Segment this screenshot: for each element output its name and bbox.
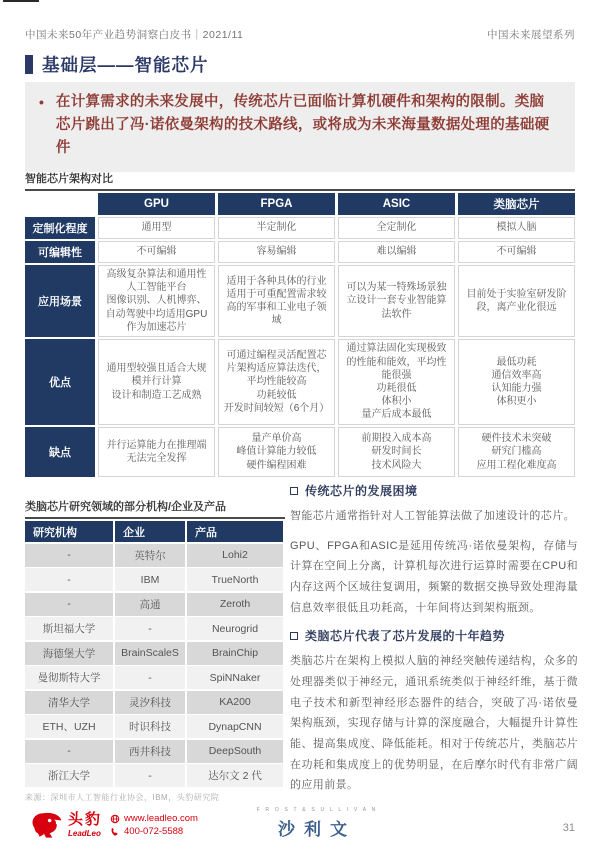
table2-cell: - bbox=[25, 740, 113, 763]
table1-cell-line: 量产后成本最低 bbox=[361, 409, 432, 421]
table1-cell-line: 量产单价高 bbox=[251, 433, 302, 445]
table2-cell: - bbox=[25, 593, 113, 616]
table1-cell bbox=[98, 339, 215, 425]
table1-cell-line: 目前处于实验室研发阶段，离产业化很远 bbox=[466, 288, 567, 313]
table2-cell: - bbox=[115, 617, 185, 640]
analysis-section bbox=[290, 482, 578, 618]
table2-cell: 时识科技 bbox=[115, 715, 185, 738]
table1-cell-line: 模拟人脑 bbox=[496, 222, 537, 234]
table2-cell: IBM bbox=[115, 568, 185, 591]
table1-cell bbox=[458, 241, 575, 263]
table1-cell bbox=[338, 265, 455, 337]
table1-row-label: 优点 bbox=[25, 339, 95, 425]
leadleo-phone-row bbox=[110, 826, 198, 837]
title-square-marker bbox=[25, 55, 33, 74]
bullet-dot: • bbox=[39, 94, 44, 110]
table1-cell-line: 通过算法固化实现极致的性能和能效，平均性能很强 bbox=[346, 343, 447, 381]
frost-sullivan-logo bbox=[252, 807, 382, 840]
table1-cell bbox=[98, 265, 215, 337]
table2-cell: 海德堡大学 bbox=[25, 642, 113, 665]
analysis-heading-text: 类脑芯片代表了芯片发展的十年趋势 bbox=[305, 629, 506, 644]
table2-cell: Lohi2 bbox=[187, 544, 283, 567]
analysis-paragraph: 智能芯片通常指针对人工智能算法做了加速设计的芯片。 bbox=[290, 510, 575, 522]
table1-cell-line: 并行运算能力在推理端无法完全发挥 bbox=[106, 439, 207, 464]
table1-cell bbox=[98, 427, 215, 477]
table1-cell-line: 适用于可重配置需求较高的军事和工业电子领域 bbox=[226, 288, 327, 327]
table1-cell bbox=[458, 217, 575, 239]
table2-cell: TrueNorth bbox=[187, 568, 283, 591]
analysis-heading-text: 传统芯片的发展困境 bbox=[305, 484, 418, 498]
table1-cell-line: 半定制化 bbox=[256, 222, 297, 234]
table1-cell bbox=[218, 241, 335, 263]
key-insight-box bbox=[25, 82, 575, 172]
analysis-heading bbox=[290, 627, 578, 644]
analysis-section bbox=[290, 627, 578, 796]
table1-cell bbox=[338, 217, 455, 239]
table2-cell: Neurogrid bbox=[187, 617, 283, 640]
table2-cell: 高通 bbox=[115, 593, 185, 616]
table1-cell-line: 功耗较低 bbox=[256, 389, 297, 401]
table1-cell-line: 通用型较强且适合大规模并行计算 bbox=[106, 363, 207, 388]
section-title bbox=[25, 52, 209, 77]
leadleo-logo-block bbox=[28, 810, 198, 840]
table2-cell: Zeroth bbox=[187, 593, 283, 616]
table1-cell-line: 可以为某一特殊场景独立设计一套专业智能算法软件 bbox=[346, 282, 447, 320]
table1-cell bbox=[218, 265, 335, 337]
table1-cell-line: 适用于各种具体的行业 bbox=[226, 275, 327, 287]
table1-cell-line: 峰值计算能力较低 bbox=[236, 446, 317, 458]
table2-cell: BrainChip bbox=[187, 642, 283, 665]
table1-cell-line: 通用型 bbox=[141, 222, 172, 234]
analysis-paragraph: 类脑芯片在架构上模拟人脑的神经突触传递结构，众多的处理器类似于神经元，通讯系统类似于神经纤维，基于微电子技术和新型神经形态器件的结合，突破了冯·诺依曼架构瓶颈，实现存储与计算的深度融合，大幅提升计算性能、提高集成度、降低能耗。相对于传统芯片，类脑芯片在功耗和集成度上的优势明显，在后摩尔时代有非常广阔的应用前景。 bbox=[290, 655, 578, 792]
table1-cell bbox=[98, 217, 215, 239]
table1-cell-line: 体积小 bbox=[381, 396, 412, 408]
table1-cell bbox=[338, 339, 455, 425]
table1-row-label: 应用场景 bbox=[25, 265, 95, 337]
table1-row-label: 可编辑性 bbox=[25, 241, 95, 263]
table1-cell-line: 难以编辑 bbox=[376, 246, 417, 258]
table2-cell: ETH、UZH bbox=[25, 715, 113, 738]
analysis-heading bbox=[290, 482, 578, 499]
table1-cell bbox=[338, 427, 455, 477]
page-header bbox=[25, 27, 575, 42]
header-right-series: 中国未来展望系列 bbox=[487, 29, 575, 41]
table2-cell: - bbox=[115, 764, 185, 787]
table1-cell-line: 研究门槛高 bbox=[491, 446, 542, 458]
table1-cell bbox=[218, 217, 335, 239]
leadleo-website[interactable]: www.leadleo.com bbox=[124, 813, 198, 824]
table1-cell-line: 体积更小 bbox=[496, 396, 537, 408]
table2-cell: 英特尔 bbox=[115, 544, 185, 567]
header-left-title: 中国未来50年产业趋势洞察白皮书｜2021/11 bbox=[25, 29, 244, 41]
table2-cell: 斯坦福大学 bbox=[25, 617, 113, 640]
phone-icon bbox=[110, 827, 120, 837]
table1-cell-line: 技术风险大 bbox=[371, 459, 422, 471]
table1-cell-line: 硬件编程困难 bbox=[246, 459, 307, 471]
globe-icon bbox=[110, 814, 120, 824]
table1-cell-line: 前期投入成本高 bbox=[361, 433, 432, 445]
table1-cell-line: 认知能力强 bbox=[491, 382, 542, 394]
table1-cell bbox=[218, 339, 335, 425]
table1-cell-line: 功耗很低 bbox=[376, 382, 417, 394]
section-title-text: 基础层——智能芯片 bbox=[42, 55, 209, 75]
table2-cell: 浙江大学 bbox=[25, 764, 113, 787]
research-orgs-table-section bbox=[25, 498, 285, 787]
table1-cell-line: 不可编辑 bbox=[496, 246, 537, 258]
table1-cell-line: 图像识别、人机博弈、自动驾驶中均适用GPU作为加速芯片 bbox=[105, 295, 208, 333]
table2-title: 类脑芯片研究领域的部分机构/企业及产品 bbox=[25, 501, 227, 513]
table2-cell: DynapCNN bbox=[187, 715, 283, 738]
table1-cell-line: 最低功耗 bbox=[496, 356, 537, 368]
table1-column-header: ASIC bbox=[338, 193, 455, 215]
table1-cell-line: 硬件技术未突破 bbox=[481, 433, 552, 445]
table2-cell: 西井科技 bbox=[115, 740, 185, 763]
table2-cell: 达尔文 2 代 bbox=[187, 764, 283, 787]
chip-architecture-table bbox=[25, 193, 575, 477]
table2-cell: - bbox=[25, 568, 113, 591]
table2-column-header: 产品 bbox=[187, 521, 283, 542]
table1-cell-line: 开发时间较短（6个月） bbox=[223, 402, 330, 414]
table2-column-header: 企业 bbox=[115, 521, 185, 542]
table1-column-header: 类脑芯片 bbox=[458, 193, 575, 215]
table2-cell: - bbox=[25, 544, 113, 567]
hollow-square-icon bbox=[290, 487, 298, 495]
table1-cell-line: 应用工程化难度高 bbox=[476, 459, 557, 471]
table1-cell bbox=[458, 265, 575, 337]
table2-cell: BrainScaleS bbox=[115, 642, 185, 665]
table2-cell: 曼彻斯特大学 bbox=[25, 666, 113, 689]
source-note: 来源：深圳市人工智能行业协会，IBM，头豹研究院 bbox=[25, 793, 220, 802]
leadleo-wordmark bbox=[68, 812, 102, 838]
table1-cell bbox=[458, 427, 575, 477]
chip-architecture-table-section bbox=[25, 170, 575, 477]
table1-cell-line: 研发时间长 bbox=[371, 446, 422, 458]
table1-cell-line: 通信效率高 bbox=[491, 369, 542, 381]
table1-corner-cell bbox=[25, 193, 95, 215]
table1-cell-line: 不可编辑 bbox=[136, 246, 177, 258]
leadleo-en-name: LeadLeo bbox=[68, 828, 101, 838]
leadleo-contact bbox=[110, 813, 198, 837]
table1-cell bbox=[218, 427, 335, 477]
hollow-square-icon bbox=[290, 632, 298, 640]
table1-cell bbox=[98, 241, 215, 263]
table1-cell-line: 可通过编程灵活配置芯片架构适应算法迭代，平均性能较高 bbox=[226, 349, 327, 388]
table1-row-label: 缺点 bbox=[25, 427, 95, 477]
table2-cell: KA200 bbox=[187, 691, 283, 714]
table1-cell bbox=[458, 339, 575, 425]
page-number: 31 bbox=[562, 822, 575, 834]
key-insight-text: 在计算需求的未来发展中，传统芯片已面临计算机硬件和架构的限制。类脑芯片跳出了冯·诺依曼架构的技术路线，或将成为未来海量数据处理的基础硬件 bbox=[55, 94, 550, 157]
table1-row-label: 定制化程度 bbox=[25, 217, 95, 239]
table1-cell-line: 容易编辑 bbox=[256, 246, 297, 258]
frost-sullivan-en: F R O S T & S U L L I V A N bbox=[256, 807, 378, 813]
table1-cell bbox=[338, 241, 455, 263]
table2-cell: DeepSouth bbox=[187, 740, 283, 763]
screenshot-edge-artifact bbox=[3, 0, 39, 2]
table1-cell-line: 设计和制造工艺成熟 bbox=[111, 389, 202, 401]
leadleo-website-row bbox=[110, 813, 198, 824]
table2-cell: 灵汐科技 bbox=[115, 691, 185, 714]
table1-column-header: FPGA bbox=[218, 193, 335, 215]
table1-column-header: GPU bbox=[98, 193, 215, 215]
table1-title: 智能芯片架构对比 bbox=[25, 173, 113, 185]
table1-cell-line: 全定制化 bbox=[376, 222, 417, 234]
frost-sullivan-cn: 沙利文 bbox=[278, 820, 356, 839]
table1-cell-line: 高级复杂算法和通用性人工智能平台 bbox=[106, 269, 207, 294]
table2-cell: - bbox=[115, 666, 185, 689]
table2-title-rule bbox=[25, 517, 285, 519]
table2-cell: 清华大学 bbox=[25, 691, 113, 714]
table1-title-rule bbox=[25, 189, 575, 191]
analysis-paragraph: GPU、FPGA和ASIC是延用传统冯·诺依曼架构，存储与计算在空间上分离，计算机每次进行运算时需要在CPU和内存这两个区域往复调用，频繁的数据交换导致处理海量信息效率很低且功耗高，十年间将达到架构瓶颈。 bbox=[290, 539, 578, 614]
leadleo-cn-name: 头豹 bbox=[68, 811, 103, 829]
analysis-column bbox=[290, 482, 578, 805]
leadleo-leopard-icon bbox=[28, 810, 64, 840]
research-orgs-table bbox=[25, 521, 285, 787]
leadleo-phone: 400-072-5588 bbox=[124, 826, 184, 837]
table2-cell: SpiNNaker bbox=[187, 666, 283, 689]
table2-column-header: 研究机构 bbox=[25, 521, 113, 542]
